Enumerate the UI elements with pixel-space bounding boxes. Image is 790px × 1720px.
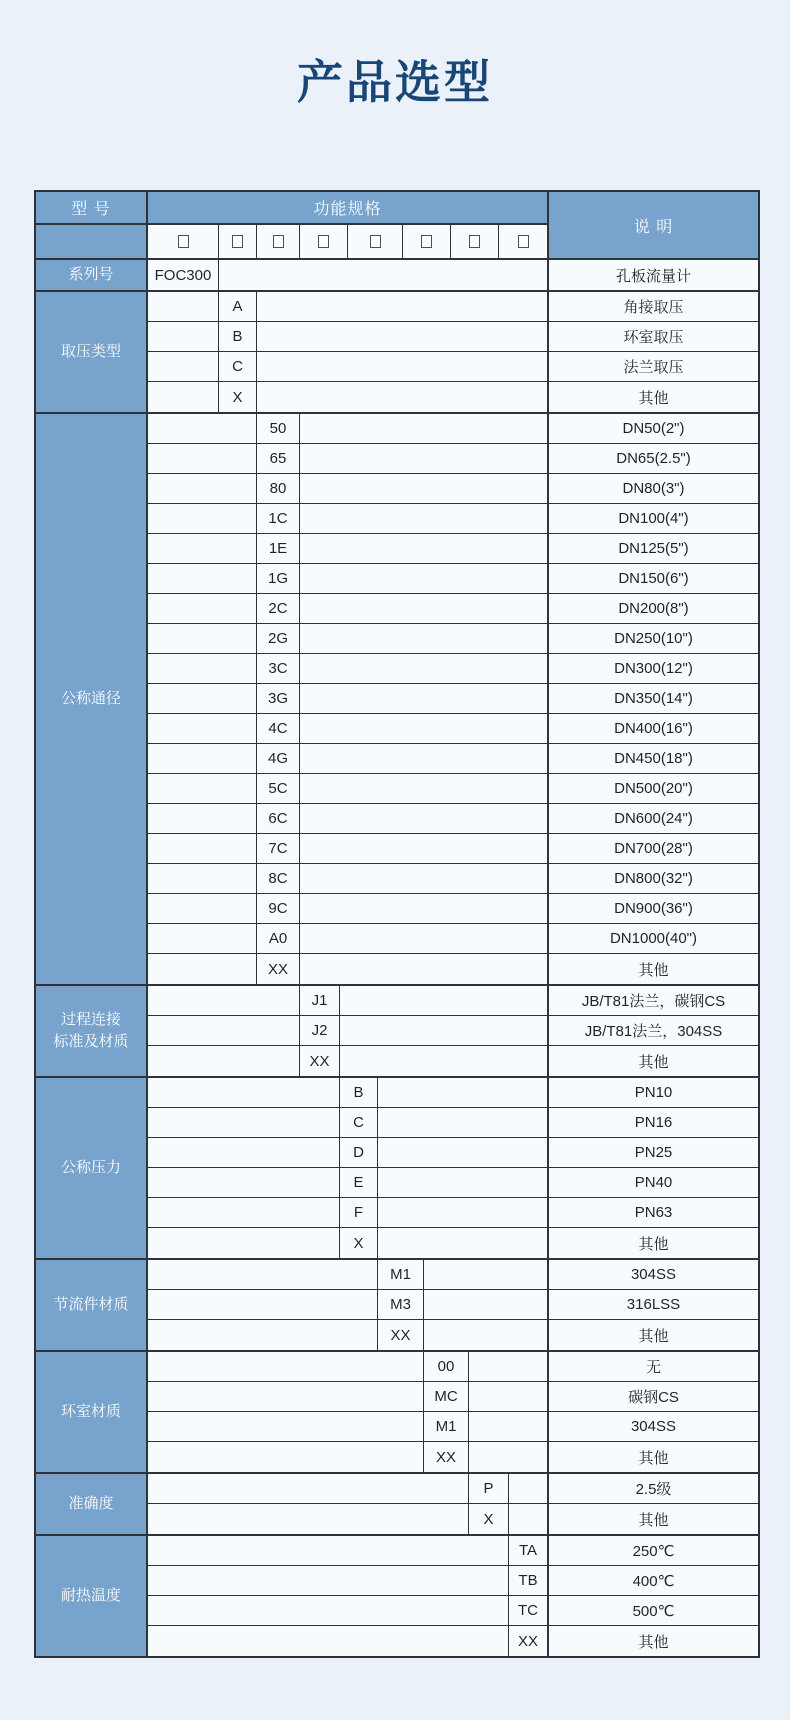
- code-cell: 3C: [257, 654, 300, 683]
- empty-cell: [148, 504, 257, 533]
- empty-cell: [300, 414, 547, 443]
- empty-cell: [219, 260, 547, 290]
- table-row: [148, 834, 758, 864]
- table-row: [148, 894, 758, 924]
- empty-cell: [148, 292, 219, 321]
- desc-cell: PN40: [547, 1168, 758, 1197]
- desc-cell: 环室取压: [547, 322, 758, 351]
- section-pressure-tap-type: [36, 292, 758, 414]
- desc-cell: DN400(16"): [547, 714, 758, 743]
- desc-cell: DN80(3"): [547, 474, 758, 503]
- desc-cell: DN600(24"): [547, 804, 758, 833]
- desc-cell: 其他: [547, 1442, 758, 1472]
- empty-cell: [509, 1504, 547, 1534]
- section-label: 过程连接 标准及材质: [36, 986, 148, 1076]
- table-row: [148, 1412, 758, 1442]
- section-ring-chamber-material: [36, 1352, 758, 1474]
- code-cell: XX: [378, 1320, 424, 1350]
- empty-cell: [148, 1138, 340, 1167]
- table-row: [148, 260, 758, 290]
- table-row: [148, 1260, 758, 1290]
- table-row: [148, 774, 758, 804]
- header-blank-cell: [36, 225, 148, 258]
- section-throttle-material: [36, 1260, 758, 1352]
- empty-cell: [148, 1046, 300, 1076]
- code-cell: X: [469, 1504, 509, 1534]
- table-row: [148, 474, 758, 504]
- table-row: [148, 1566, 758, 1596]
- code-cell: 3G: [257, 684, 300, 713]
- empty-cell: [257, 382, 547, 412]
- empty-cell: [148, 1382, 424, 1411]
- header-spec-cell: 功能规格: [148, 192, 547, 225]
- desc-cell: DN500(20"): [547, 774, 758, 803]
- code-cell: XX: [300, 1046, 340, 1076]
- code-cell: XX: [517, 1632, 538, 1650]
- table-row: [148, 1016, 758, 1046]
- desc-cell: 其他: [547, 954, 758, 984]
- code-cell: 50: [257, 414, 300, 443]
- checkbox-cell: [403, 225, 451, 258]
- table-row: [148, 1290, 758, 1320]
- table-row: [148, 1198, 758, 1228]
- empty-cell: [148, 382, 219, 412]
- code-cell: C: [219, 352, 257, 381]
- checkbox-cell: [219, 225, 257, 258]
- empty-cell: [300, 444, 547, 473]
- section-label: 公称通径: [36, 414, 148, 984]
- code-cell: 65: [257, 444, 300, 473]
- checkbox-empty-icon: [421, 235, 432, 248]
- empty-cell: [257, 292, 547, 321]
- checkbox-empty-icon: [469, 235, 480, 248]
- checkbox-cell: [300, 225, 348, 258]
- empty-cell: [148, 804, 257, 833]
- code-cell: C: [340, 1108, 378, 1137]
- checkbox-cell: [257, 225, 300, 258]
- desc-cell: 其他: [547, 1228, 758, 1258]
- empty-cell: [469, 1442, 547, 1472]
- desc-cell: 250℃: [547, 1536, 758, 1565]
- code-cell: D: [340, 1138, 378, 1167]
- table-row: [148, 1078, 758, 1108]
- empty-cell: [148, 834, 257, 863]
- desc-cell: 304SS: [547, 1260, 758, 1289]
- empty-cell: [148, 594, 257, 623]
- desc-cell: 其他: [547, 382, 758, 412]
- desc-cell: DN450(18"): [547, 744, 758, 773]
- empty-cell: [148, 744, 257, 773]
- table-row: [148, 352, 758, 382]
- empty-cell: [300, 624, 547, 653]
- section-accuracy: [36, 1474, 758, 1536]
- empty-cell: [300, 774, 547, 803]
- empty-cell: [378, 1078, 547, 1107]
- code-cell: J1: [300, 986, 340, 1015]
- checkbox-empty-icon: [232, 235, 243, 248]
- desc-cell: DN1000(40"): [547, 924, 758, 953]
- table-row: [148, 1138, 758, 1168]
- desc-cell: JB/T81法兰，碳钢CS: [547, 986, 758, 1015]
- empty-cell: [148, 1078, 340, 1107]
- section-nominal-pressure: [36, 1078, 758, 1260]
- desc-cell: 其他: [547, 1504, 758, 1534]
- empty-cell: [509, 1474, 547, 1503]
- desc-cell: 其他: [547, 1046, 758, 1076]
- desc-cell: DN800(32"): [547, 864, 758, 893]
- empty-cell: [148, 1108, 340, 1137]
- desc-cell: 2.5级: [547, 1474, 758, 1503]
- code-cell: B: [219, 322, 257, 351]
- empty-cell: [378, 1198, 547, 1227]
- empty-cell: [378, 1228, 547, 1258]
- desc-cell: 304SS: [547, 1412, 758, 1441]
- table-row: [148, 1596, 758, 1626]
- empty-cell: [300, 924, 547, 953]
- empty-cell: [148, 1290, 378, 1319]
- checkbox-empty-icon: [518, 235, 529, 248]
- empty-cell: [300, 744, 547, 773]
- empty-cell: [469, 1412, 547, 1441]
- empty-cell: [148, 1260, 378, 1289]
- table-row: [148, 954, 758, 984]
- table-row: [148, 1046, 758, 1076]
- product-selection-table: [34, 190, 760, 1658]
- empty-cell: [148, 684, 257, 713]
- code-cell: 2G: [257, 624, 300, 653]
- empty-cell: [148, 1320, 378, 1350]
- table-row: [148, 1352, 758, 1382]
- table-row: [148, 684, 758, 714]
- table-row: [148, 864, 758, 894]
- code-cell: FOC300: [148, 260, 219, 290]
- desc-cell: DN65(2.5"): [547, 444, 758, 473]
- code-cell: F: [340, 1198, 378, 1227]
- code-cell: XX: [424, 1442, 469, 1472]
- desc-cell: PN10: [547, 1078, 758, 1107]
- empty-cell: [300, 504, 547, 533]
- desc-cell: 500℃: [547, 1596, 758, 1625]
- table-row: [148, 1382, 758, 1412]
- table-row: [148, 1536, 758, 1566]
- empty-cell: [300, 564, 547, 593]
- table-row: [148, 1108, 758, 1138]
- empty-cell: [148, 1198, 340, 1227]
- empty-cell: [300, 894, 547, 923]
- empty-cell: [300, 684, 547, 713]
- empty-cell: [300, 954, 547, 984]
- empty-cell: [148, 444, 257, 473]
- empty-cell: [148, 322, 219, 351]
- table-row: [148, 744, 758, 774]
- code-cell: MC: [424, 1382, 469, 1411]
- checkbox-empty-icon: [178, 235, 189, 248]
- table-row: [148, 504, 758, 534]
- table-row: [148, 444, 758, 474]
- empty-cell: [148, 474, 257, 503]
- desc-cell: 法兰取压: [547, 352, 758, 381]
- empty-cell: [148, 1474, 469, 1503]
- empty-cell: [148, 1536, 509, 1565]
- table-header: [36, 192, 758, 260]
- code-cell: 1G: [257, 564, 300, 593]
- desc-cell: 其他: [547, 1320, 758, 1350]
- desc-cell: DN200(8"): [547, 594, 758, 623]
- checkbox-cell: [451, 225, 499, 258]
- empty-cell: [148, 1504, 469, 1534]
- desc-cell: 316LSS: [547, 1290, 758, 1319]
- desc-cell: 400℃: [547, 1566, 758, 1595]
- checkbox-empty-icon: [318, 235, 329, 248]
- empty-cell: [340, 986, 547, 1015]
- section-nominal-diameter: [36, 414, 758, 986]
- empty-cell: [469, 1352, 547, 1381]
- code-cell: 00: [424, 1352, 469, 1381]
- desc-cell: DN700(28"): [547, 834, 758, 863]
- section-label: 耐热温度: [36, 1536, 148, 1656]
- code-cell: A0: [257, 924, 300, 953]
- table-row: [148, 1504, 758, 1534]
- code-cell: X: [340, 1228, 378, 1258]
- desc-cell: DN300(12"): [547, 654, 758, 683]
- checkbox-cell: [148, 225, 219, 258]
- code-cell: 2C: [257, 594, 300, 623]
- table-row: [148, 924, 758, 954]
- table-row: [148, 1228, 758, 1258]
- empty-cell: [300, 864, 547, 893]
- desc-cell: 其他: [547, 1626, 758, 1656]
- table-row: [148, 1320, 758, 1350]
- desc-cell: JB/T81法兰，304SS: [547, 1016, 758, 1045]
- empty-cell: [340, 1016, 547, 1045]
- empty-cell: [257, 352, 547, 381]
- empty-cell: [148, 774, 257, 803]
- empty-cell: [300, 714, 547, 743]
- code-cell: B: [340, 1078, 378, 1107]
- code-cell: X: [219, 382, 257, 412]
- empty-cell: [148, 414, 257, 443]
- code-cell: 4C: [257, 714, 300, 743]
- code-cell: P: [469, 1474, 509, 1503]
- table-row: [148, 414, 758, 444]
- empty-cell: [148, 1228, 340, 1258]
- section-label: 公称压力: [36, 1078, 148, 1258]
- empty-cell: [148, 1626, 509, 1656]
- code-cell: M1: [378, 1260, 424, 1289]
- empty-cell: [148, 1016, 300, 1045]
- empty-cell: [300, 534, 547, 563]
- empty-cell: [300, 804, 547, 833]
- empty-cell: [378, 1108, 547, 1137]
- code-cell: 8C: [257, 864, 300, 893]
- table-body: [36, 260, 758, 1656]
- empty-cell: [424, 1320, 547, 1350]
- desc-cell: PN63: [547, 1198, 758, 1227]
- section-label: 取压类型: [36, 292, 148, 412]
- code-cell: TC: [518, 1602, 538, 1619]
- checkbox-cell: [499, 225, 547, 258]
- table-row: [148, 1626, 758, 1656]
- desc-cell: DN150(6"): [547, 564, 758, 593]
- page-title: 产品选型: [297, 56, 493, 108]
- code-cell: E: [340, 1168, 378, 1197]
- code-cell: 1C: [257, 504, 300, 533]
- section-heat-resistance-temperature: [36, 1536, 758, 1656]
- desc-cell: 孔板流量计: [547, 260, 758, 290]
- table-row: [148, 594, 758, 624]
- table-row: [148, 624, 758, 654]
- code-cell: J2: [300, 1016, 340, 1045]
- desc-cell: DN125(5"): [547, 534, 758, 563]
- empty-cell: [148, 864, 257, 893]
- table-row: [148, 1474, 758, 1504]
- section-process-connection: [36, 986, 758, 1078]
- empty-cell: [424, 1290, 547, 1319]
- empty-cell: [148, 654, 257, 683]
- table-row: [148, 804, 758, 834]
- empty-cell: [300, 834, 547, 863]
- empty-cell: [148, 1168, 340, 1197]
- desc-cell: 碳钢CS: [547, 1382, 758, 1411]
- empty-cell: [148, 1596, 509, 1625]
- table-row: [148, 714, 758, 744]
- empty-cell: [148, 954, 257, 984]
- code-cell: A: [219, 292, 257, 321]
- code-cell: 1E: [257, 534, 300, 563]
- empty-cell: [378, 1138, 547, 1167]
- table-row: [148, 1168, 758, 1198]
- desc-cell: DN100(4"): [547, 504, 758, 533]
- section-label: 准确度: [36, 1474, 148, 1534]
- checkbox-row: [148, 225, 547, 258]
- table-row: [148, 564, 758, 594]
- empty-cell: [148, 714, 257, 743]
- empty-cell: [424, 1260, 547, 1289]
- empty-cell: [378, 1168, 547, 1197]
- table-row: [148, 322, 758, 352]
- empty-cell: [148, 986, 300, 1015]
- desc-cell: DN350(14"): [547, 684, 758, 713]
- empty-cell: [300, 654, 547, 683]
- desc-cell: PN25: [547, 1138, 758, 1167]
- code-cell: 9C: [257, 894, 300, 923]
- code-cell: M3: [378, 1290, 424, 1319]
- code-cell: TB: [518, 1572, 538, 1589]
- header-model-cell: 型 号: [36, 192, 148, 225]
- header-desc-cell: 说 明: [547, 192, 758, 258]
- checkbox-empty-icon: [273, 235, 284, 248]
- table-row: [148, 654, 758, 684]
- empty-cell: [148, 1352, 424, 1381]
- desc-cell: DN900(36"): [547, 894, 758, 923]
- empty-cell: [148, 924, 257, 953]
- section-series: [36, 260, 758, 292]
- desc-cell: 无: [547, 1352, 758, 1381]
- empty-cell: [148, 564, 257, 593]
- desc-cell: 角接取压: [547, 292, 758, 321]
- code-cell: 80: [257, 474, 300, 503]
- section-label: 环室材质: [36, 1352, 148, 1472]
- empty-cell: [300, 474, 547, 503]
- section-label: 节流件材质: [36, 1260, 148, 1350]
- table-row: [148, 382, 758, 412]
- code-cell: 7C: [257, 834, 300, 863]
- table-row: [148, 986, 758, 1016]
- section-label: 系列号: [36, 260, 148, 290]
- desc-cell: DN250(10"): [547, 624, 758, 653]
- empty-cell: [148, 534, 257, 563]
- desc-cell: DN50(2"): [547, 414, 758, 443]
- empty-cell: [257, 322, 547, 351]
- empty-cell: [340, 1046, 547, 1076]
- checkbox-empty-icon: [370, 235, 381, 248]
- code-cell: M1: [424, 1412, 469, 1441]
- empty-cell: [148, 894, 257, 923]
- code-cell: 5C: [257, 774, 300, 803]
- empty-cell: [148, 352, 219, 381]
- empty-cell: [148, 1442, 424, 1472]
- empty-cell: [148, 1412, 424, 1441]
- table-row: [148, 292, 758, 322]
- code-cell: TA: [518, 1542, 538, 1559]
- desc-cell: PN16: [547, 1108, 758, 1137]
- checkbox-cell: [348, 225, 403, 258]
- table-row: [148, 534, 758, 564]
- code-cell: 6C: [257, 804, 300, 833]
- code-cell: XX: [257, 954, 300, 984]
- code-cell: 4G: [257, 744, 300, 773]
- empty-cell: [300, 594, 547, 623]
- empty-cell: [469, 1382, 547, 1411]
- empty-cell: [148, 1566, 509, 1595]
- empty-cell: [148, 624, 257, 653]
- table-row: [148, 1442, 758, 1472]
